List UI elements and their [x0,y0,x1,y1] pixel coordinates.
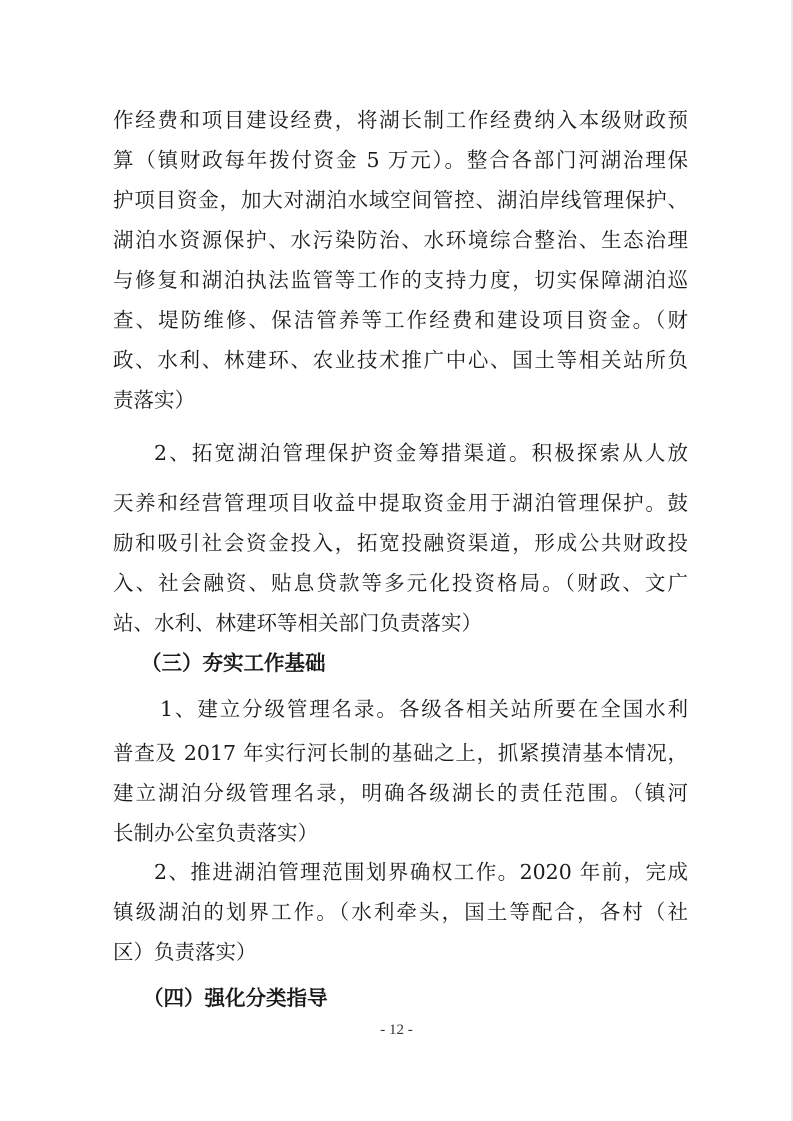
section-heading: （四）强化分类指导 [143,986,328,1010]
text-line: 湖泊水资源保护、水污染防治、水环境综合整治、生态治理 [113,228,688,252]
text-line: 建立湖泊分级管理名录，明确各级湖长的责任范围。（镇河 [113,781,688,805]
text-line: 政、水利、林建环、农业技术推广中心、国土等相关站所负 [113,348,688,372]
text-line: 普查及 2017 年实行河长制的基础之上，抓紧摸清基本情况， [113,741,688,765]
text-line: 站、水利、林建环等相关部门负责落实） [113,611,482,635]
text-line: 励和吸引社会资金投入，拓宽投融资渠道，形成公共财政投 [113,531,688,555]
text-line: 算（镇财政每年拨付资金 5 万元）。整合各部门河湖治理保 [113,148,688,172]
text-line: 与修复和湖泊执法监管等工作的支持力度，切实保障湖泊巡 [113,268,688,292]
text-line: 查、堤防维修、保洁管养等工作经费和建设项目资金。（财 [113,308,688,332]
text-line: 2、推进湖泊管理范围划界确权工作。2020 年前，完成 [154,860,688,884]
page-number: - 12 - [380,1022,413,1038]
text-line: 长制办公室负责落实） [113,821,318,845]
text-line: 镇级湖泊的划界工作。（水利牵头，国土等配合，各村（社 [113,900,688,924]
text-line: 区）负责落实） [113,940,257,964]
text-line: 入、社会融资、贴息贷款等多元化投资格局。（财政、文广 [113,571,688,595]
text-line: 1、建立分级管理名录。各级各相关站所要在全国水利 [160,697,688,721]
text-line: 天养和经营管理项目收益中提取资金用于湖泊管理保护。鼓 [113,491,688,515]
section-heading: （三）夯实工作基础 [141,651,326,675]
text-line: 护项目资金，加大对湖泊水域空间管控、湖泊岸线管理保护、 [113,188,688,212]
text-line: 2、拓宽湖泊管理保护资金筹措渠道。积极探索从人放 [154,441,688,465]
text-line: 作经费和项目建设经费，将湖长制工作经费纳入本级财政预 [113,108,688,132]
text-line: 责落实） [113,388,195,412]
